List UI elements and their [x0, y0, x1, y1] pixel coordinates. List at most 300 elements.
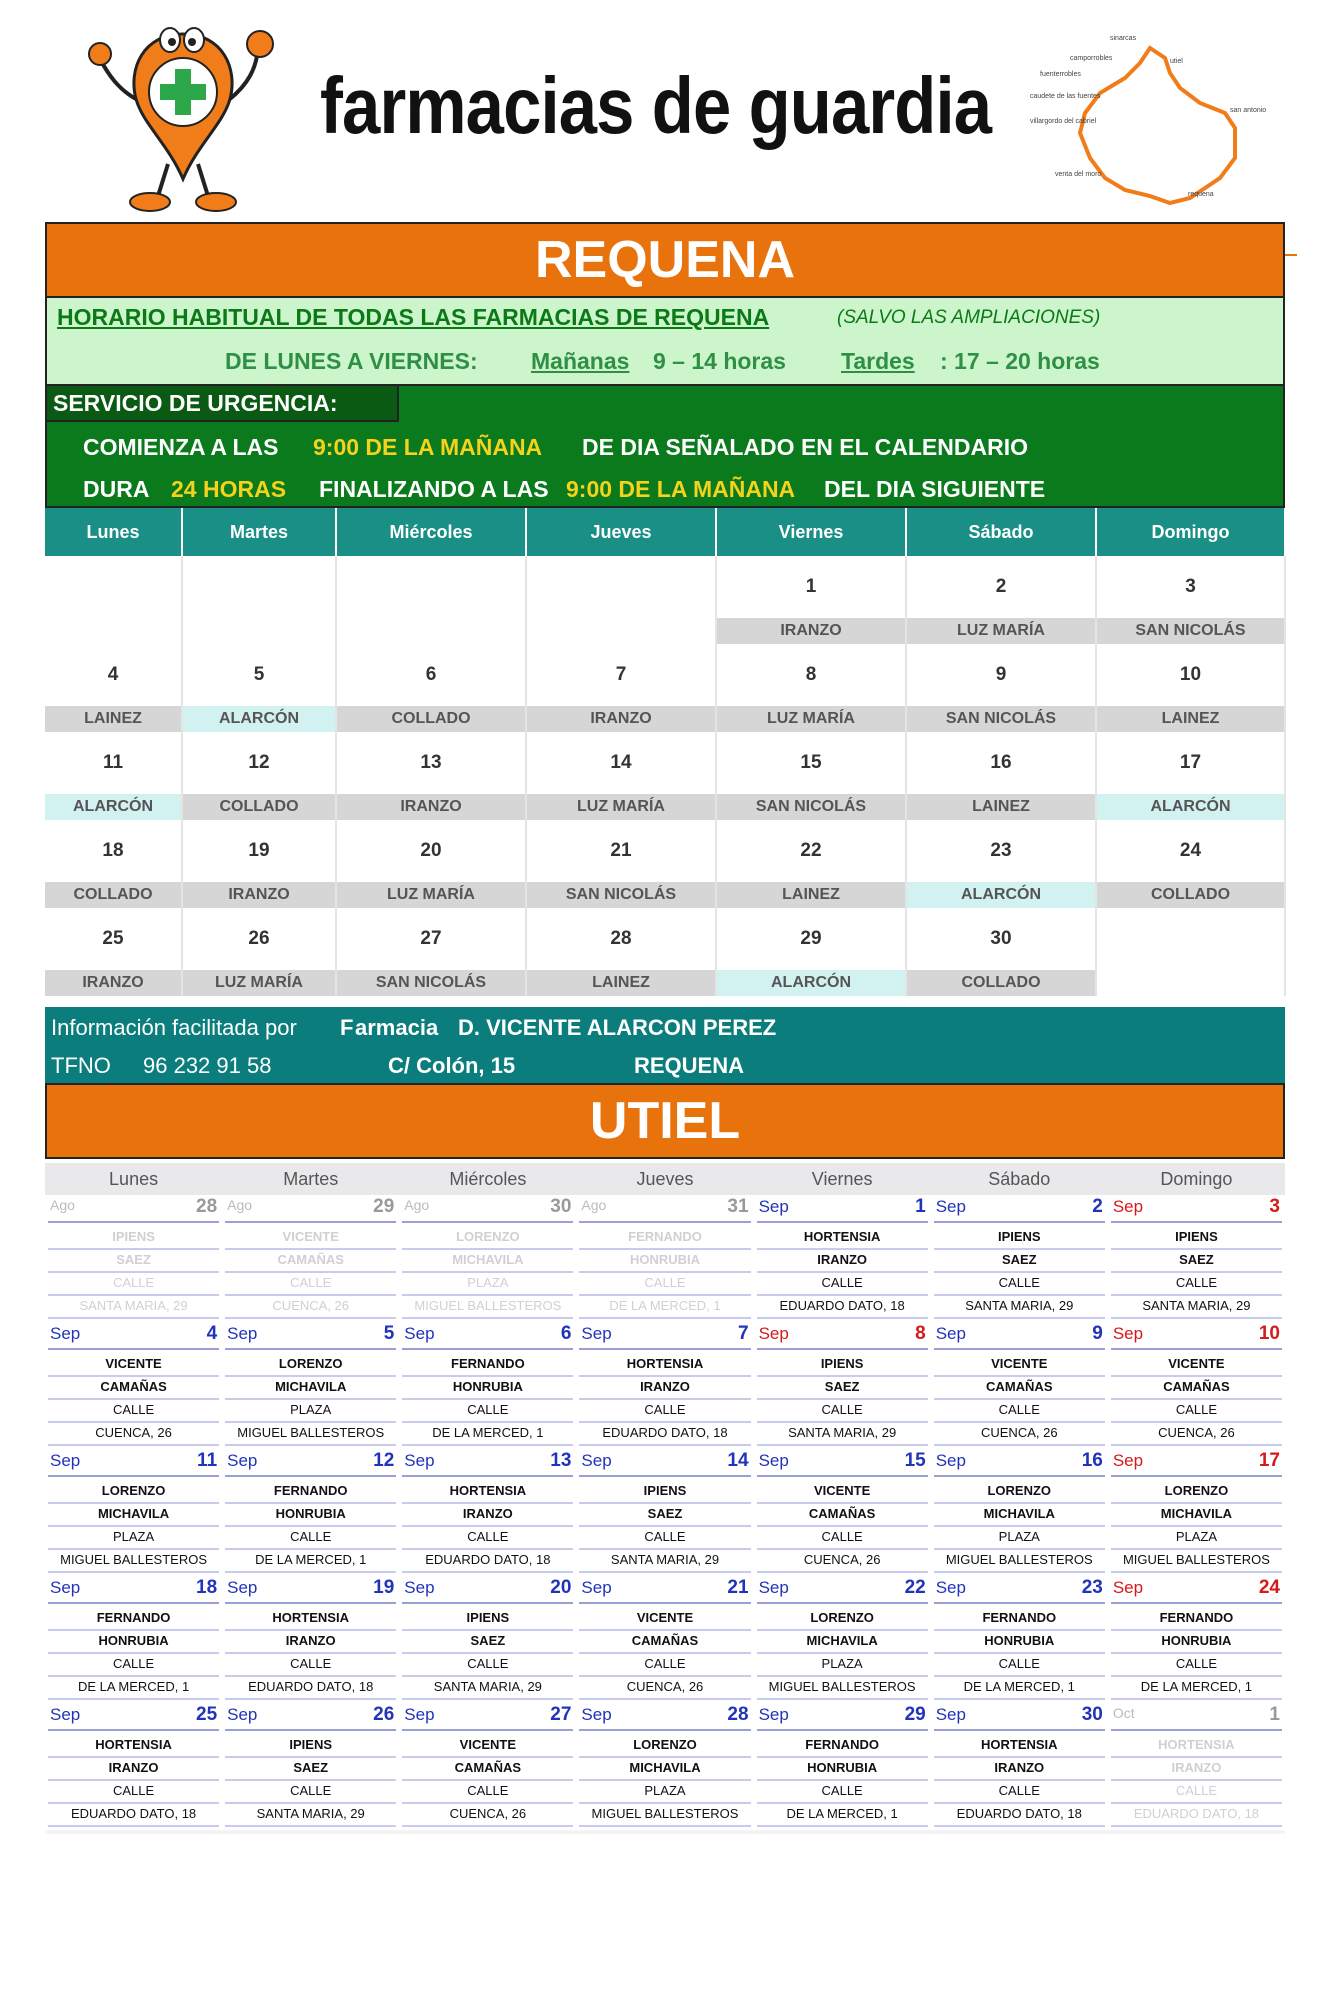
- utiel-day-header: [48, 1703, 219, 1731]
- requena-day-number: [526, 556, 716, 618]
- requena-pharmacy-name: ALARCÓN: [45, 794, 182, 820]
- utiel-weekday-header: Sábado: [931, 1163, 1108, 1195]
- utiel-week-row: [45, 1576, 1285, 1703]
- utiel-day-header: [1111, 1195, 1282, 1223]
- utiel-month-label: Sep: [581, 1451, 612, 1470]
- urgencia-line2-duration: 24 HORAS: [171, 476, 287, 502]
- utiel-pharmacy-line: SANTA MARIA, 29: [757, 1423, 928, 1446]
- requena-week-days: [45, 820, 1285, 882]
- utiel-pharmacy-line: DE LA MERCED, 1: [48, 1677, 219, 1700]
- requena-day-number: 2: [906, 556, 1096, 618]
- utiel-calendar-table: [45, 1163, 1285, 1830]
- requena-pharmacy-name: [336, 618, 526, 644]
- map-label-sinarcas: sinarcas: [1110, 35, 1137, 42]
- utiel-pharmacy-line: MICHAVILA: [934, 1504, 1105, 1527]
- map-label-san-antonio: san antonio: [1230, 107, 1267, 114]
- utiel-pharmacy-line: EDUARDO DATO, 18: [757, 1296, 928, 1319]
- utiel-month-label: Sep: [581, 1705, 612, 1724]
- requena-week-pharmacies: [45, 882, 1285, 908]
- utiel-pharmacy-line: HONRUBIA: [934, 1631, 1105, 1654]
- utiel-pharmacy-line: HORTENSIA: [402, 1481, 573, 1504]
- utiel-pharmacy-line: CALLE: [48, 1654, 219, 1677]
- utiel-pharmacy-line: VICENTE: [579, 1608, 750, 1631]
- utiel-day-cell: [931, 1322, 1108, 1449]
- requena-pharmacy-name: ALARCÓN: [182, 706, 336, 732]
- utiel-day-header: [225, 1195, 396, 1223]
- utiel-month-label: Sep: [227, 1451, 258, 1470]
- utiel-pharmacy-line: HORTENSIA: [934, 1735, 1105, 1758]
- requena-day-number: 1: [716, 556, 906, 618]
- utiel-pharmacy-line: CUENCA, 26: [579, 1677, 750, 1700]
- utiel-day-box: [579, 1703, 750, 1830]
- requena-day-number: 11: [45, 732, 182, 794]
- utiel-day-number: 23: [1081, 1577, 1103, 1598]
- utiel-pharmacy-line: CALLE: [757, 1781, 928, 1804]
- utiel-day-box: [934, 1576, 1105, 1703]
- requena-day-number: 26: [182, 908, 336, 970]
- utiel-pharmacy-line: HORTENSIA: [757, 1227, 928, 1250]
- requena-weekday-header: Sábado: [906, 508, 1096, 556]
- utiel-day-header: [48, 1322, 219, 1350]
- utiel-weekday-header: Miércoles: [399, 1163, 576, 1195]
- utiel-day-cell: [576, 1703, 753, 1830]
- utiel-day-header: [579, 1576, 750, 1604]
- pharmacy-mascot-icon: [88, 14, 278, 214]
- utiel-pharmacy-line: FERNANDO: [934, 1608, 1105, 1631]
- urgencia-box: [45, 384, 1285, 508]
- requena-week-days: [45, 908, 1285, 970]
- urgencia-line1-time: 9:00 DE LA MAÑANA: [313, 434, 543, 460]
- utiel-pharmacy-line: SANTA MARIA, 29: [934, 1296, 1105, 1319]
- utiel-pharmacy-line: EDUARDO DATO, 18: [579, 1423, 750, 1446]
- utiel-pharmacy-line: IRANZO: [1111, 1758, 1282, 1781]
- utiel-pharmacy-line: CALLE: [1111, 1654, 1282, 1677]
- requena-day-number: 5: [182, 644, 336, 706]
- utiel-month-label: Sep: [935, 1451, 966, 1470]
- utiel-day-box: [579, 1576, 750, 1703]
- requena-day-number: 16: [906, 732, 1096, 794]
- utiel-pharmacy-line: PLAZA: [757, 1654, 928, 1677]
- utiel-pharmacy-line: CUENCA, 26: [1111, 1423, 1282, 1446]
- utiel-pharmacy-line: SAEZ: [757, 1377, 928, 1400]
- requena-pharmacy-name: LAINEZ: [906, 794, 1096, 820]
- utiel-day-box: [934, 1195, 1105, 1322]
- utiel-pharmacy-line: SAEZ: [934, 1250, 1105, 1273]
- utiel-pharmacy-line: CUENCA, 26: [934, 1423, 1105, 1446]
- utiel-day-header: [402, 1449, 573, 1477]
- utiel-pharmacy-line: CALLE: [225, 1654, 396, 1677]
- utiel-pharmacy-line: SANTA MARIA, 29: [579, 1550, 750, 1573]
- horario-evening-value: : 17 – 20 horas: [940, 348, 1100, 374]
- requena-day-number: 3: [1096, 556, 1285, 618]
- utiel-month-label: Sep: [758, 1324, 789, 1343]
- utiel-pharmacy-line: CALLE: [402, 1654, 573, 1677]
- utiel-pharmacy-line: LORENZO: [934, 1481, 1105, 1504]
- map-label-venta-del-moro: venta del moro: [1055, 171, 1102, 178]
- utiel-day-header: [579, 1195, 750, 1223]
- utiel-day-number: 10: [1258, 1323, 1280, 1344]
- utiel-pharmacy-line: CALLE: [757, 1527, 928, 1550]
- utiel-pharmacy-line: MICHAVILA: [757, 1631, 928, 1654]
- utiel-day-number: 19: [373, 1577, 395, 1598]
- utiel-day-box: [1111, 1195, 1282, 1322]
- utiel-month-label: Sep: [758, 1451, 789, 1470]
- utiel-pharmacy-line: HORTENSIA: [1111, 1735, 1282, 1758]
- requena-title-text: REQUENA: [534, 231, 796, 289]
- requena-day-number: [1096, 908, 1285, 970]
- utiel-day-number: 7: [737, 1323, 749, 1344]
- requena-week-days: [45, 732, 1285, 794]
- utiel-pharmacy-line: LORENZO: [402, 1227, 573, 1250]
- utiel-day-cell: [576, 1576, 753, 1703]
- utiel-day-cell: [576, 1449, 753, 1576]
- utiel-pharmacy-line: HONRUBIA: [225, 1504, 396, 1527]
- utiel-pharmacy-line: PLAZA: [934, 1527, 1105, 1550]
- utiel-day-number: 28: [727, 1704, 749, 1725]
- utiel-pharmacy-line: CAMAÑAS: [934, 1377, 1105, 1400]
- utiel-pharmacy-line: SANTA MARIA, 29: [1111, 1296, 1282, 1319]
- requena-pharmacy-name: [45, 618, 182, 644]
- utiel-day-box: [48, 1576, 219, 1703]
- utiel-weekday-header: Martes: [222, 1163, 399, 1195]
- utiel-pharmacy-line: CALLE: [402, 1781, 573, 1804]
- utiel-pharmacy-line: MIGUEL BALLESTEROS: [757, 1677, 928, 1700]
- utiel-pharmacy-line: MIGUEL BALLESTEROS: [48, 1550, 219, 1573]
- utiel-day-header: [934, 1195, 1105, 1223]
- utiel-day-box: [757, 1449, 928, 1576]
- utiel-pharmacy-line: CUENCA, 26: [757, 1550, 928, 1573]
- utiel-month-label: Sep: [1112, 1578, 1144, 1597]
- map-label-requena: requena: [1188, 191, 1214, 198]
- utiel-pharmacy-line: HORTENSIA: [579, 1354, 750, 1377]
- requena-day-number: 10: [1096, 644, 1285, 706]
- utiel-pharmacy-line: SAEZ: [579, 1504, 750, 1527]
- utiel-day-box: [48, 1703, 219, 1830]
- utiel-month-label: Sep: [404, 1324, 435, 1343]
- requena-week-pharmacies: [45, 970, 1285, 996]
- map-label-camporrobles: camporrobles: [1070, 55, 1113, 62]
- utiel-day-box: [225, 1449, 396, 1576]
- utiel-day-number: 24: [1258, 1577, 1280, 1598]
- requena-pharmacy-name: LUZ MARÍA: [716, 706, 906, 732]
- utiel-day-box: [934, 1322, 1105, 1449]
- map-label-utiel: utiel: [1170, 58, 1183, 65]
- utiel-pharmacy-line: DE LA MERCED, 1: [225, 1550, 396, 1573]
- requena-day-number: 6: [336, 644, 526, 706]
- utiel-day-number: 30: [550, 1196, 572, 1217]
- page-title: farmacias de guardia: [320, 61, 992, 150]
- tfno-label: TFNO: [51, 1053, 111, 1078]
- utiel-day-box: [1111, 1576, 1282, 1703]
- utiel-day-box: [1111, 1703, 1282, 1830]
- utiel-pharmacy-line: MICHAVILA: [579, 1758, 750, 1781]
- utiel-pharmacy-line: HORTENSIA: [48, 1735, 219, 1758]
- utiel-pharmacy-line: CALLE: [402, 1527, 573, 1550]
- requena-day-number: 17: [1096, 732, 1285, 794]
- utiel-pharmacy-line: CAMAÑAS: [579, 1631, 750, 1654]
- requena-day-number: 25: [45, 908, 182, 970]
- utiel-day-header: [757, 1576, 928, 1604]
- utiel-pharmacy-line: CUENCA, 26: [48, 1423, 219, 1446]
- utiel-day-header: [402, 1576, 573, 1604]
- info-label: Información facilitada por: [51, 1015, 297, 1040]
- utiel-pharmacy-line: HONRUBIA: [48, 1631, 219, 1654]
- utiel-day-box: [48, 1322, 219, 1449]
- urgencia-line1-end: DE DIA SEÑALADO EN EL CALENDARIO: [582, 434, 1028, 460]
- utiel-day-box: [757, 1195, 928, 1322]
- utiel-day-header: [402, 1322, 573, 1350]
- utiel-pharmacy-line: HONRUBIA: [402, 1377, 573, 1400]
- requena-section-title: [45, 222, 1285, 298]
- utiel-day-header: [48, 1576, 219, 1604]
- horario-title: HORARIO HABITUAL DE TODAS LAS FARMACIAS DE REQUENA: [57, 304, 770, 330]
- requena-pharmacy-name: LUZ MARÍA: [526, 794, 716, 820]
- utiel-day-cell: [931, 1195, 1108, 1322]
- utiel-day-header: [225, 1322, 396, 1350]
- utiel-day-number: 20: [550, 1577, 572, 1598]
- requena-pharmacy-name: COLLADO: [1096, 882, 1285, 908]
- utiel-pharmacy-line: EDUARDO DATO, 18: [1111, 1804, 1282, 1827]
- utiel-day-cell: [754, 1449, 931, 1576]
- utiel-pharmacy-line: CALLE: [934, 1781, 1105, 1804]
- requena-weekday-header: Lunes: [45, 508, 182, 556]
- utiel-day-header: [757, 1195, 928, 1223]
- utiel-week-row: [45, 1195, 1285, 1322]
- requena-day-number: 9: [906, 644, 1096, 706]
- utiel-day-box: [757, 1703, 928, 1830]
- utiel-day-header: [1111, 1322, 1282, 1350]
- utiel-day-number: 1: [915, 1196, 926, 1217]
- utiel-day-cell: [1108, 1322, 1285, 1449]
- utiel-month-label: Sep: [50, 1705, 81, 1724]
- utiel-pharmacy-line: PLAZA: [579, 1781, 750, 1804]
- utiel-month-label: Sep: [581, 1578, 612, 1597]
- utiel-month-label: Sep: [935, 1705, 966, 1724]
- requena-pharmacy-name: COLLADO: [45, 882, 182, 908]
- utiel-day-box: [225, 1322, 396, 1449]
- utiel-day-box: [1111, 1322, 1282, 1449]
- utiel-day-box: [225, 1195, 396, 1322]
- utiel-pharmacy-line: CALLE: [757, 1400, 928, 1423]
- utiel-pharmacy-line: CUENCA, 26: [402, 1804, 573, 1827]
- requena-pharmacy-name: COLLADO: [182, 794, 336, 820]
- requena-week-pharmacies: [45, 618, 1285, 644]
- requena-pharmacy-name: LAINEZ: [45, 706, 182, 732]
- requena-pharmacy-name: SAN NICOLÁS: [336, 970, 526, 996]
- utiel-day-number: 9: [1092, 1323, 1103, 1344]
- utiel-pharmacy-line: HONRUBIA: [579, 1250, 750, 1273]
- utiel-month-label: Sep: [935, 1324, 966, 1343]
- utiel-pharmacy-line: IRANZO: [48, 1758, 219, 1781]
- utiel-pharmacy-line: LORENZO: [48, 1481, 219, 1504]
- utiel-day-box: [48, 1449, 219, 1576]
- utiel-pharmacy-line: CALLE: [225, 1527, 396, 1550]
- utiel-pharmacy-line: CALLE: [1111, 1400, 1282, 1423]
- utiel-day-header: [757, 1449, 928, 1477]
- bar-tick: [1285, 254, 1297, 256]
- requena-day-number: [182, 556, 336, 618]
- utiel-day-header: [225, 1449, 396, 1477]
- utiel-pharmacy-line: CALLE: [757, 1273, 928, 1296]
- utiel-month-label: Sep: [1112, 1324, 1144, 1343]
- utiel-day-number: 12: [373, 1450, 395, 1471]
- utiel-day-header: [934, 1322, 1105, 1350]
- urgencia-line2-mid: FINALIZANDO A LAS: [319, 476, 549, 502]
- utiel-pharmacy-line: PLAZA: [225, 1400, 396, 1423]
- utiel-month-label: Sep: [1112, 1451, 1144, 1470]
- utiel-day-box: [402, 1449, 573, 1576]
- utiel-day-cell: [754, 1195, 931, 1322]
- utiel-pharmacy-line: FERNANDO: [402, 1354, 573, 1377]
- utiel-pharmacy-line: IRANZO: [225, 1631, 396, 1654]
- requena-pharmacy-name: LAINEZ: [716, 882, 906, 908]
- utiel-pharmacy-line: CALLE: [48, 1273, 219, 1296]
- utiel-day-box: [225, 1576, 396, 1703]
- urgencia-line2-end: DEL DIA SIGUIENTE: [824, 476, 1046, 502]
- utiel-pharmacy-line: CALLE: [934, 1273, 1105, 1296]
- utiel-weekday-header: Lunes: [45, 1163, 222, 1195]
- utiel-month-label: Sep: [227, 1705, 258, 1724]
- utiel-day-cell: [399, 1703, 576, 1830]
- tfno-value: 96 232 91 58: [143, 1053, 272, 1078]
- utiel-day-cell: [931, 1576, 1108, 1703]
- utiel-pharmacy-line: IPIENS: [1111, 1227, 1282, 1250]
- utiel-day-cell: [45, 1576, 222, 1703]
- utiel-pharmacy-line: DE LA MERCED, 1: [579, 1296, 750, 1319]
- utiel-pharmacy-line: SANTA MARIA, 29: [402, 1677, 573, 1700]
- utiel-month-label: Oct: [1112, 1705, 1135, 1721]
- requena-pharmacy-name: IRANZO: [182, 882, 336, 908]
- utiel-day-number: 31: [727, 1196, 749, 1217]
- horario-box: [45, 298, 1285, 384]
- requena-day-number: 21: [526, 820, 716, 882]
- utiel-pharmacy-line: CALLE: [225, 1273, 396, 1296]
- requena-pharmacy-name: LAINEZ: [526, 970, 716, 996]
- utiel-day-cell: [45, 1322, 222, 1449]
- utiel-pharmacy-line: EDUARDO DATO, 18: [225, 1677, 396, 1700]
- utiel-pharmacy-line: CAMAÑAS: [402, 1758, 573, 1781]
- utiel-day-box: [402, 1195, 573, 1322]
- utiel-day-number: 27: [550, 1704, 572, 1725]
- utiel-day-box: [225, 1703, 396, 1830]
- utiel-pharmacy-line: CUENCA, 26: [225, 1296, 396, 1319]
- utiel-pharmacy-line: PLAZA: [1111, 1527, 1282, 1550]
- utiel-pharmacy-line: FERNANDO: [757, 1735, 928, 1758]
- utiel-day-box: [934, 1449, 1105, 1576]
- utiel-day-number: 6: [560, 1323, 572, 1344]
- utiel-day-box: [579, 1195, 750, 1322]
- utiel-pharmacy-line: IPIENS: [402, 1608, 573, 1631]
- utiel-day-header: [402, 1195, 573, 1223]
- utiel-day-number: 15: [904, 1450, 926, 1471]
- utiel-day-header: [579, 1703, 750, 1731]
- utiel-day-number: 17: [1258, 1450, 1280, 1471]
- requena-weekday-header: Martes: [182, 508, 336, 556]
- requena-weekday-header: Miércoles: [336, 508, 526, 556]
- utiel-month-label: Sep: [758, 1197, 789, 1216]
- utiel-pharmacy-line: SAEZ: [225, 1758, 396, 1781]
- requena-day-number: 7: [526, 644, 716, 706]
- utiel-pharmacy-line: DE LA MERCED, 1: [402, 1423, 573, 1446]
- requena-weekday-header: Jueves: [526, 508, 716, 556]
- utiel-pharmacy-line: HONRUBIA: [1111, 1631, 1282, 1654]
- info-address: C/ Colón, 15: [388, 1053, 516, 1078]
- requena-weekday-header: Domingo: [1096, 508, 1285, 556]
- utiel-day-number: 22: [904, 1577, 926, 1598]
- utiel-pharmacy-line: CALLE: [579, 1400, 750, 1423]
- requena-day-number: 13: [336, 732, 526, 794]
- utiel-pharmacy-line: CALLE: [48, 1400, 219, 1423]
- utiel-pharmacy-line: PLAZA: [402, 1273, 573, 1296]
- utiel-day-cell: [45, 1449, 222, 1576]
- utiel-day-number: 2: [1092, 1196, 1103, 1217]
- utiel-pharmacy-line: FERNANDO: [1111, 1608, 1282, 1631]
- utiel-pharmacy-line: MIGUEL BALLESTEROS: [934, 1550, 1105, 1573]
- utiel-day-header: [402, 1703, 573, 1731]
- utiel-month-label: Ago: [404, 1197, 430, 1213]
- utiel-day-number: 30: [1081, 1704, 1103, 1725]
- utiel-month-label: Sep: [404, 1578, 435, 1597]
- utiel-pharmacy-line: CALLE: [1111, 1781, 1282, 1804]
- utiel-pharmacy-line: SANTA MARIA, 29: [225, 1804, 396, 1827]
- requena-pharmacy-name: COLLADO: [906, 970, 1096, 996]
- utiel-pharmacy-line: LORENZO: [1111, 1481, 1282, 1504]
- info-pharmacy-word: armacia: [355, 1015, 439, 1040]
- utiel-pharmacy-line: CAMAÑAS: [757, 1504, 928, 1527]
- requena-day-number: 15: [716, 732, 906, 794]
- utiel-day-number: 11: [197, 1450, 218, 1471]
- urgencia-line2-time: 9:00 DE LA MAÑANA: [566, 476, 796, 502]
- utiel-pharmacy-line: VICENTE: [757, 1481, 928, 1504]
- utiel-day-cell: [222, 1195, 399, 1322]
- utiel-day-box: [1111, 1449, 1282, 1576]
- utiel-day-box: [402, 1703, 573, 1830]
- utiel-day-cell: [576, 1322, 753, 1449]
- requena-pharmacy-name: LUZ MARÍA: [182, 970, 336, 996]
- utiel-title-text: UTIEL: [589, 1092, 741, 1150]
- utiel-month-label: Sep: [404, 1451, 435, 1470]
- utiel-pharmacy-line: MICHAVILA: [1111, 1504, 1282, 1527]
- utiel-day-header: [48, 1195, 219, 1223]
- utiel-pharmacy-line: HONRUBIA: [757, 1758, 928, 1781]
- requena-week-pharmacies: [45, 706, 1285, 732]
- requena-day-number: 12: [182, 732, 336, 794]
- utiel-day-cell: [222, 1703, 399, 1830]
- requena-pharmacy-name: COLLADO: [336, 706, 526, 732]
- requena-day-number: 30: [906, 908, 1096, 970]
- utiel-day-cell: [1108, 1449, 1285, 1576]
- utiel-day-cell: [222, 1576, 399, 1703]
- utiel-day-cell: [45, 1195, 222, 1322]
- requena-pharmacy-name: IRANZO: [526, 706, 716, 732]
- region-map-icon: [1030, 18, 1280, 218]
- utiel-pharmacy-line: IRANZO: [402, 1504, 573, 1527]
- requena-pharmacy-name: SAN NICOLÁS: [716, 794, 906, 820]
- requena-day-number: 19: [182, 820, 336, 882]
- utiel-pharmacy-line: IPIENS: [579, 1481, 750, 1504]
- utiel-month-label: Sep: [758, 1705, 789, 1724]
- utiel-day-cell: [576, 1195, 753, 1322]
- utiel-day-cell: [1108, 1576, 1285, 1703]
- utiel-month-label: Sep: [758, 1578, 789, 1597]
- utiel-pharmacy-line: MICHAVILA: [225, 1377, 396, 1400]
- utiel-pharmacy-line: IPIENS: [48, 1227, 219, 1250]
- utiel-month-label: Sep: [935, 1578, 966, 1597]
- utiel-day-number: 28: [196, 1196, 218, 1217]
- requena-week-pharmacies: [45, 794, 1285, 820]
- utiel-month-label: Sep: [404, 1705, 435, 1724]
- requena-day-number: 24: [1096, 820, 1285, 882]
